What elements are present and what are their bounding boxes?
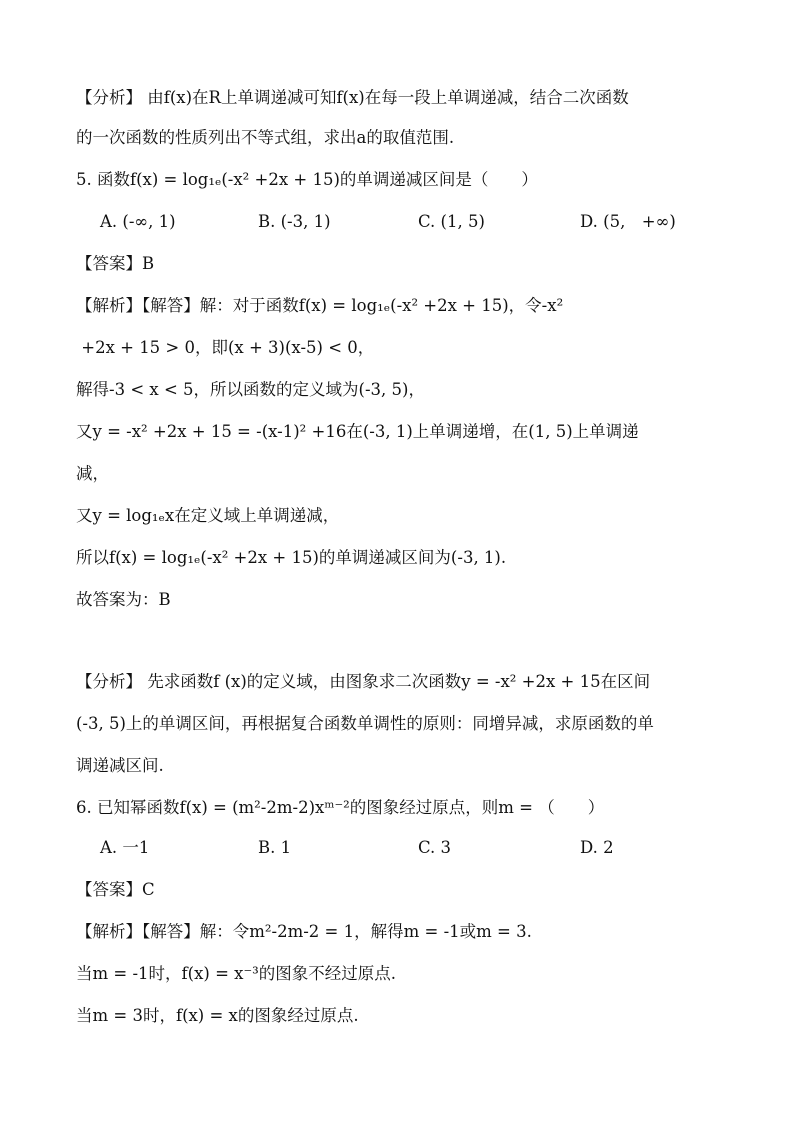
q6-option-a: A. 一1 — [100, 838, 150, 857]
q5-solution-line-5: 减， — [76, 464, 109, 483]
q5-solution-line-1: 【解析】【解答】解：对于函数f(x) = log₁ₑ(-x² +2x + 15)，令-x² — [76, 296, 564, 315]
q6-solution-line-3: 当m = 3时，f(x) = x的图象经过原点. — [76, 1006, 359, 1025]
q5-option-c: C. (1, 5) — [418, 212, 485, 231]
q6-solution-line-1: 【解析】【解答】解：令m²-2m-2 = 1，解得m = -1或m = 3. — [76, 922, 532, 941]
q5-option-b: B. (-3, 1) — [258, 212, 331, 231]
question-6-stem: 6. 已知幂函数f(x) = (m²-2m-2)xᵐ⁻²的图象经过原点，则m = （ ） — [76, 798, 605, 817]
analysis-line-1: 【分析】 由f(x)在R上单调递减可知f(x)在每一段上单调递减，结合二次函数 — [76, 88, 629, 107]
analysis-line-2: 的一次函数的性质列出不等式组，求出a的取值范围. — [76, 128, 455, 147]
question-5-stem: 5. 函数f(x) = log₁ₑ(-x² +2x + 15)的单调递减区间是（ ） — [76, 170, 538, 189]
q5-solution-line-7: 所以f(x) = log₁ₑ(-x² +2x + 15)的单调递减区间为(-3, 1). — [76, 548, 507, 567]
q6-option-c: C. 3 — [418, 838, 452, 857]
q6-option-b: B. 1 — [258, 838, 292, 857]
analysis-2-line-2: (-3, 5)上的单调区间，再根据复合函数单调性的原则：同增异减，求原函数的单 — [76, 714, 654, 733]
q6-option-d: D. 2 — [580, 838, 614, 857]
q5-option-d: D. (5, +∞) — [580, 212, 676, 231]
q6-answer: 【答案】C — [76, 880, 155, 899]
q5-solution-line-4: 又y = -x² +2x + 15 = -(x-1)² +16在(-3, 1)上单调递增，在(1, 5)上单调递 — [76, 422, 639, 441]
q5-solution-line-8: 故答案为：B — [76, 590, 171, 609]
q5-option-a: A. (-∞, 1) — [100, 212, 176, 231]
q5-solution-line-3: 解得-3 < x < 5，所以函数的定义域为(-3, 5)， — [76, 380, 425, 399]
q6-solution-line-2: 当m = -1时，f(x) = x⁻³的图象不经过原点. — [76, 964, 397, 983]
q5-solution-line-6: 又y = log₁ₑx在定义域上单调递减， — [76, 506, 340, 525]
analysis-2-line-1: 【分析】 先求函数f (x)的定义域，由图象求二次函数y = -x² +2x + 15在区间 — [76, 672, 651, 691]
analysis-2-line-3: 调递减区间. — [76, 756, 164, 775]
q5-answer: 【答案】B — [76, 254, 155, 273]
q5-solution-line-2: +2x + 15 > 0，即(x + 3)(x-5) < 0， — [76, 338, 375, 357]
